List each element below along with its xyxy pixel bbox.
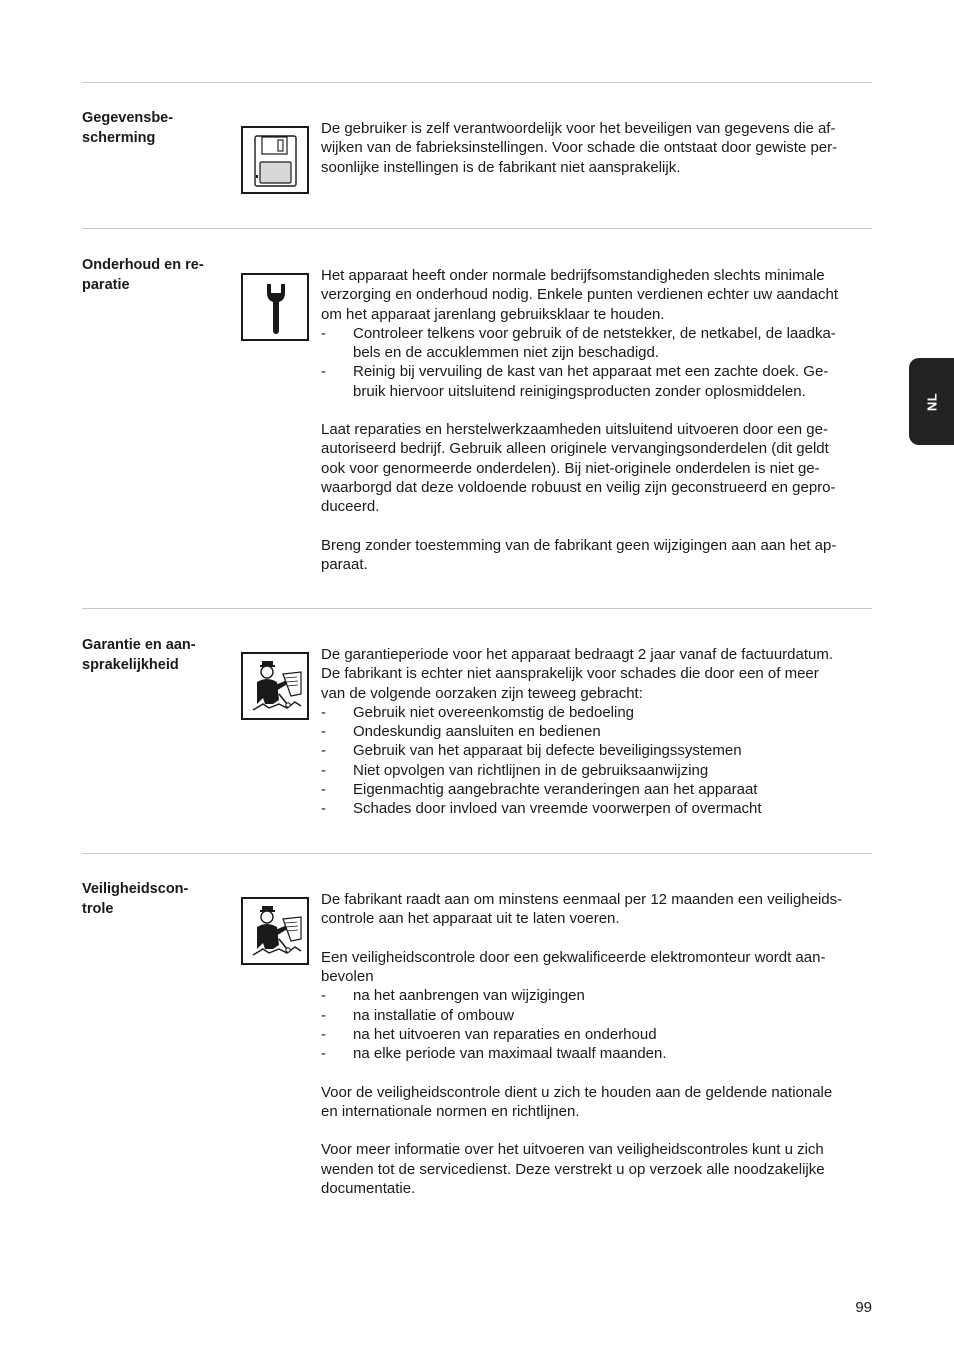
list-item	[321, 722, 872, 741]
section-body-warranty	[321, 645, 872, 818]
language-tab	[909, 358, 954, 445]
section-divider	[82, 228, 872, 229]
list-item-text: Gebruik van het apparaat bij defecte beveiligingssystemen	[353, 742, 742, 760]
text-line: van de volgende oorzaken zijn teweeg gebracht:	[321, 684, 643, 702]
text-line: Voor meer informatie over het uitvoeren van veiligheidscontroles kunt u zich	[321, 1141, 824, 1159]
list-item-text: Ondeskundig aansluiten en bedienen	[353, 723, 601, 740]
wrench-icon	[241, 273, 309, 341]
heading-line: Garantie en aan-	[82, 637, 196, 653]
section-body-data-protection	[321, 119, 872, 177]
text-line: De garantieperiode voor het apparaat bedraagt 2 jaar vanaf de factuurdatum.	[321, 646, 834, 663]
heading-line: sprakelijkheid	[82, 656, 179, 673]
list-item-text: Niet opvolgen van richtlijnen in de gebruiksaanwijzing	[353, 761, 709, 779]
bullet-dash: -	[321, 723, 326, 740]
section-body-safety-inspection	[321, 890, 872, 1198]
list-item	[321, 703, 872, 722]
heading-line: trole	[82, 900, 114, 917]
text-line: Laat reparaties en herstelwerkzaamheden uitsluitend uitvoeren door een ge-	[321, 421, 828, 438]
list-item	[321, 1025, 872, 1044]
text-line: Voor de veiligheidscontrole dient u zich te houden aan de geldende nationale	[321, 1083, 833, 1101]
text-line: bevolen	[321, 968, 374, 985]
section-divider	[82, 853, 872, 854]
text-line: duceerd.	[321, 498, 380, 515]
list-item	[321, 741, 872, 760]
list-item-text: Schades door invloed van vreemde voorwerpen of overmacht	[353, 800, 762, 817]
text-line: waarborgd dat deze voldoende robuust en veilig zijn geconstrueerd en gepro-	[321, 478, 836, 496]
text-line: om het apparaat jarenlang gebruiksklaar te houden.	[321, 305, 665, 323]
list-item-continuation: bels en de accuklemmen niet zijn beschadigd.	[353, 344, 660, 361]
technician-icon	[241, 652, 309, 720]
list-item-text: Eigenmachtig aangebrachte veranderingen aan het apparaat	[353, 780, 758, 798]
heading-line: Veiligheidscon-	[82, 881, 189, 897]
bullet-dash: -	[321, 363, 326, 381]
bullet-dash: -	[321, 703, 326, 721]
text-line: autoriseerd bedrijf. Gebruik alleen originele vervangingsonderdelen (dit geldt	[321, 440, 829, 458]
heading-line: Gegevensbe-	[82, 110, 174, 126]
list-item	[321, 324, 872, 343]
bullet-dash: -	[321, 1025, 326, 1043]
list-item	[321, 761, 872, 780]
bullet-dash: -	[321, 324, 326, 342]
list-item	[321, 799, 872, 818]
bullet-dash: -	[321, 987, 326, 1005]
text-line: ook voor genormeerde onderdelen). Bij niet-originele onderdelen is niet ge-	[321, 459, 820, 477]
list-item-continuation: bruik hiervoor uitsluitend reinigingsproducten zonder oplosmiddelen.	[353, 382, 806, 400]
technician-icon	[241, 897, 309, 965]
bullet-dash: -	[321, 1045, 326, 1062]
text-line: documentatie.	[321, 1179, 416, 1197]
text-line: Breng zonder toestemming van de fabrikant geen wijzigingen aan aan het ap-	[321, 536, 837, 554]
section-heading-safety-inspection	[82, 880, 227, 919]
list-item	[321, 780, 872, 799]
bullet-dash: -	[321, 761, 326, 779]
text-line: De gebruiker is zelf verantwoordelijk voor het beveiligen van gegevens die af-	[321, 120, 836, 137]
text-line: controle aan het apparaat uit te laten voeren.	[321, 910, 620, 928]
bullet-dash: -	[321, 780, 326, 798]
floppy-disk-icon	[241, 126, 309, 194]
text-line: verzorging en onderhoud nodig. Enkele punten verdienen echter uw aandacht	[321, 286, 839, 304]
text-line: Het apparaat heeft onder normale bedrijfsomstandigheden slechts minimale	[321, 267, 825, 284]
section-heading-warranty	[82, 636, 227, 675]
list-item	[321, 1006, 872, 1025]
list-item-text: Gebruik niet overeenkomstig de bedoeling	[353, 703, 635, 721]
list-item	[321, 1044, 872, 1063]
heading-line: scherming	[82, 129, 156, 146]
list-item-text: na elke periode van maximaal twaalf maanden.	[353, 1045, 667, 1062]
list-item-text: Reinig bij vervuiling de kast van het apparaat met een zachte doek. Ge-	[353, 363, 829, 381]
text-line: De fabrikant is echter niet aansprakelijk voor schades die door een of meer	[321, 665, 819, 683]
section-body-maintenance	[321, 266, 872, 574]
section-divider	[82, 82, 872, 83]
language-tab-label: NL	[924, 392, 939, 411]
list-item-text: na het aanbrengen van wijzigingen	[353, 987, 585, 1005]
list-item-text: Controleer telkens voor gebruik of de netstekker, de netkabel, de laadka-	[353, 324, 836, 342]
bullet-dash: -	[321, 742, 326, 760]
section-divider	[82, 608, 872, 609]
text-line: wijken van de fabrieksinstellingen. Voor schade die ontstaat door gewiste per-	[321, 139, 838, 157]
text-line: wenden tot de servicedienst. Deze verstrekt u op verzoek alle noodzakelijke	[321, 1160, 825, 1178]
heading-line: paratie	[82, 276, 130, 293]
text-line: soonlijke instellingen is de fabrikant niet aansprakelijk.	[321, 158, 681, 176]
list-item-text: na installatie of ombouw	[353, 1006, 514, 1024]
text-line: paraat.	[321, 555, 368, 573]
text-line: De fabrikant raadt aan om minstens eenmaal per 12 maanden een veiligheids-	[321, 891, 843, 908]
section-heading-data-protection	[82, 109, 227, 148]
list-item-text: na het uitvoeren van reparaties en onderhoud	[353, 1025, 657, 1043]
list-item	[321, 986, 872, 1005]
text-line: en internationale normen en richtlijnen.	[321, 1102, 580, 1120]
list-item	[321, 362, 872, 381]
heading-line: Onderhoud en re-	[82, 257, 204, 273]
text-line: Een veiligheidscontrole door een gekwalificeerde elektromonteur wordt aan-	[321, 948, 826, 966]
section-heading-maintenance	[82, 256, 227, 295]
page-number: 99	[855, 1299, 872, 1316]
bullet-dash: -	[321, 800, 326, 817]
bullet-dash: -	[321, 1006, 326, 1024]
